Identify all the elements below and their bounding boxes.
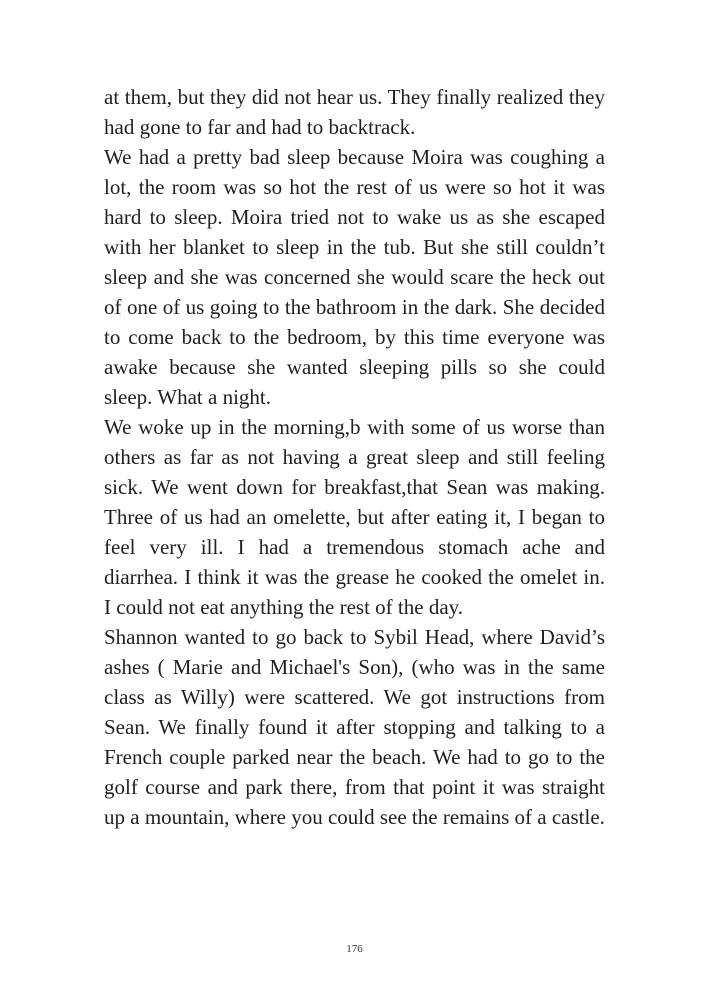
body-text [104,82,605,832]
paragraph-morning-breakfast: We woke up in the morning,b with some of us worse than others as far as not having a great sleep and still feeling sick. We went down for breakfast,that Sean was making. Three of us had an omelette, but after eating it, I began to feel very ill. I had a tremendous stomach ache and diarrhea. I think it was the grease he cooked the omelet in. I could not eat anything the rest of the day. [104,415,605,619]
paragraph-sybil-head: Shannon wanted to go back to Sybil Head, where David’s ashes ( Marie and Michael's Son), (who was in the same class as Willy) were scattered. We got instructions from Sean. We finally found it after stopping and talking to a French couple parked near the beach. We had to go to the golf course and park there, from that point it was straight up a mountain, where you could see the remains of a castle. [104,625,605,829]
paragraph-continuation: at them, but they did not hear us. They finally realized they had gone to far and had to backtrack. [104,85,605,139]
paragraph-bad-sleep: We had a pretty bad sleep because Moira was coughing a lot, the room was so hot the rest of us were so hot it was hard to sleep. Moira tried not to wake us as she escaped with her blanket to sleep in the tub. But she still couldn’t sleep and she was concerned she would scare the heck out of one of us going to the bathroom in the dark. She decided to come back to the bedroom, by this time everyone was awake because she wanted sleeping pills so she could sleep. What a night. [104,145,605,409]
page-number: 176 [346,943,363,955]
